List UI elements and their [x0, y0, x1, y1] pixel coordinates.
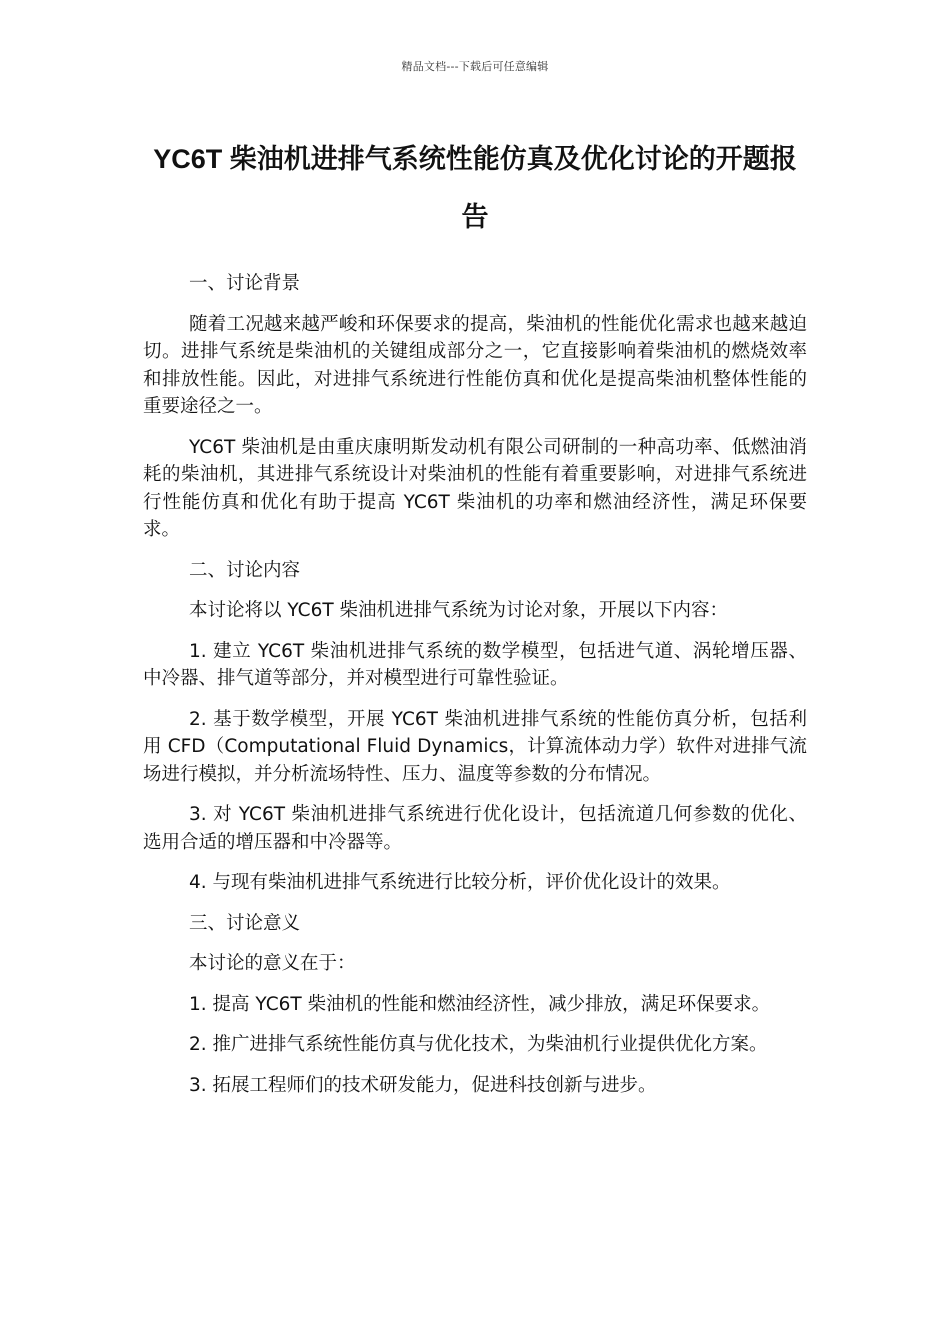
document-title: YC6T 柴油机进排气系统性能仿真及优化讨论的开题报告	[153, 144, 797, 232]
paragraph: 本讨论的意义在于：	[189, 953, 356, 974]
section-heading-background: 一、讨论背景	[189, 273, 301, 294]
list-item: 3. 对 YC6T 柴油机进排气系统进行优化设计，包括流道几何参数的优化、选用合适的增压器和中冷器等。	[143, 804, 807, 853]
paragraph: YC6T 柴油机是由重庆康明斯发动机有限公司研制的一种高功率、低燃油消耗的柴油机，其进排气系统设计对柴油机的性能有着重要影响，对进排气系统进行性能仿真和优化有助于提高 YC6T 柴油机的功率和燃油经济性，满足环保要求。	[143, 436, 807, 540]
list-item: 1. 提高 YC6T 柴油机的性能和燃油经济性，减少排放，满足环保要求。	[189, 993, 771, 1015]
list-item: 3. 拓展工程师们的技术研发能力，促进科技创新与进步。	[189, 1074, 657, 1096]
section-heading-content: 二、讨论内容	[189, 559, 301, 581]
header-note: 精品文档---下载后可任意编辑	[401, 60, 549, 73]
paragraph: 本讨论将以 YC6T 柴油机进排气系统为讨论对象，开展以下内容：	[189, 600, 729, 621]
paragraph: 随着工况越来越严峻和环保要求的提高，柴油机的性能优化需求也越来越迫切。进排气系统是柴油机的关键组成部分之一，它直接影响着柴油机的燃烧效率和排放性能。因此，对进排气系统进行性能仿真和优化是提高柴油机整体性能的重要途径之一。	[143, 313, 807, 417]
section-heading-significance: 三、讨论意义	[189, 912, 301, 934]
list-item: 2. 基于数学模型，开展 YC6T 柴油机进排气系统的性能仿真分析，包括利用 CFD（Computational Fluid Dynamics，计算流体动力学）软件对进排气流场进行模拟，并分析流场特性、压力、温度等参数的分布情况。	[143, 708, 807, 785]
list-item: 1. 建立 YC6T 柴油机进排气系统的数学模型，包括进气道、涡轮增压器、中冷器、排气道等部分，并对模型进行可靠性验证。	[143, 640, 807, 689]
document-body	[143, 270, 807, 1112]
list-item: 4. 与现有柴油机进排气系统进行比较分析，评价优化设计的效果。	[189, 872, 731, 893]
list-item: 2. 推广进排气系统性能仿真与优化技术，为柴油机行业提供优化方案。	[189, 1034, 768, 1055]
